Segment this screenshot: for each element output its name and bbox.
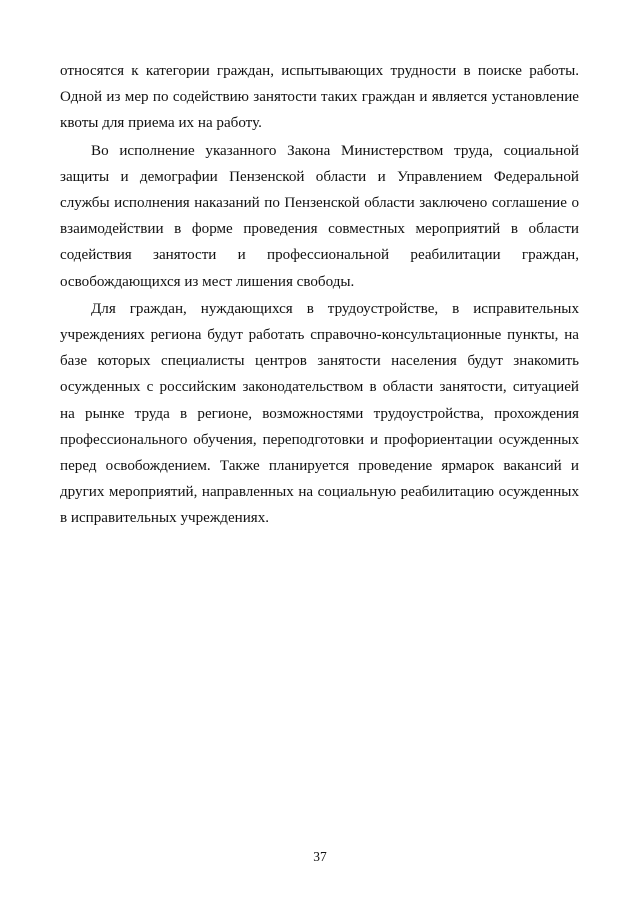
- paragraph-consultation-points: Для граждан, нуждающихся в трудоустройстве, в исправительных учреждениях региона будут работать справочно-консультационные пункты, на базе которых специалисты центров занятости населения будут знакомить осужденных с российским законодательством в области занятости, ситуацией на рынке труда в регионе, возможностями трудоустройства, прохождения профессионального обучения, переподготовки и профориентации осужденных перед освобождением. Также планируется проведение ярмарок вакансий и других мероприятий, направленных на социальную реабилитацию осужденных в исправительных учреждениях.: [60, 300, 579, 527]
- paragraph-continuation: относятся к категории граждан, испытывающих трудности в поиске работы. Одной из мер по содействию занятости таких граждан и является установление квоты для приема их на работу.: [60, 63, 579, 132]
- document-body: [60, 58, 579, 532]
- page-number: 37: [313, 849, 327, 864]
- paragraph-agreement: Во исполнение указанного Закона Министерством труда, социальной защиты и демографии Пензенской области и Управлением Федеральной службы исполнения наказаний по Пензенской области заключено соглашение о взаимодействии в форме проведения совместных мероприятий в области содействия занятости и профессиональной реабилитации граждан, освобождающихся из мест лишения свободы.: [60, 142, 579, 290]
